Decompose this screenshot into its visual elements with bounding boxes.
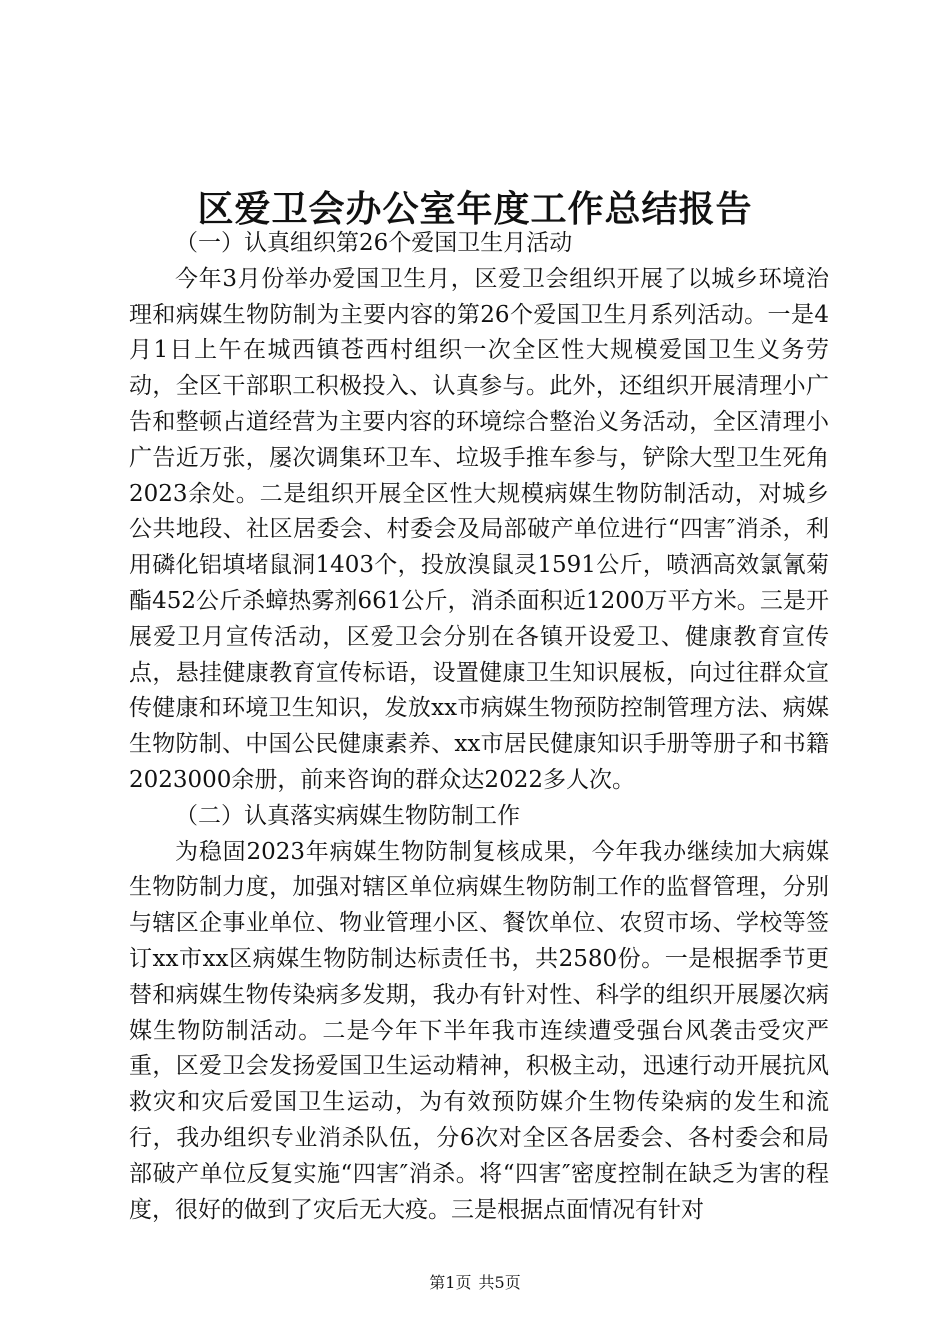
document-body <box>129 226 829 1228</box>
section-paragraph-1: 今年3月份举办爱国卫生月，区爱卫会组织开展了以城乡环境治理和病媒生物防制为主要内容的第26个爱国卫生月系列活动。一是4月1日上午在城西镇苍西村组织一次全区性大规模爱国卫生义务劳动，全区干部职工积极投入、认真参与。此外，还组织开展清理小广告和整顿占道经营为主要内容的环境综合整治义务活动，全区清理小广告近万张，屡次调集环卫车、垃圾手推车参与，铲除大型卫生死角2023余处。二是组织开展全区性大规模病媒生物防制活动，对城乡公共地段、社区居委会、村委会及局部破产单位进行“四害″消杀，利用磷化铝填堵鼠洞1403个，投放溴鼠灵1591公斤，喷洒高效氯氰菊酯452公斤杀蟑热雾剂661公斤，消杀面积近1200万平方米。三是开展爱卫月宣传活动，区爱卫会分别在各镇开设爱卫、健康教育宣传点，悬挂健康教育宣传标语，设置健康卫生知识展板，向过往群众宣传健康和环境卫生知识，发放xx市病媒生物预防控制管理方法、病媒生物防制、中国公民健康素养、xx市居民健康知识手册等册子和书籍2023000余册，前来咨询的群众达2022多人次。 <box>129 265 829 793</box>
page-footer <box>0 1271 950 1295</box>
page-total: 共5页 <box>478 1273 521 1292</box>
section-heading-1: （一）认真组织第26个爱国卫生月活动 <box>175 230 573 256</box>
document-title: 区爱卫会办公室年度工作总结报告 <box>197 188 753 230</box>
page-number: 第1页 <box>429 1273 472 1292</box>
section-paragraph-2: 为稳固2023年病媒生物防制复核成果，今年我办继续加大病媒生物防制力度，加强对辖区单位病媒生物防制工作的监督管理，分别与辖区企事业单位、物业管理小区、餐饮单位、农贸市场、学校等签订xx市xx区病媒生物防制达标责任书，共2580份。一是根据季节更替和病媒生物传染病多发期，我办有针对性、科学的组织开展屡次病媒生物防制活动。二是今年下半年我市连续遭受强台风袭击受灾严重，区爱卫会发扬爱国卫生运动精神，积极主动，迅速行动开展抗风救灾和灾后爱国卫生运动，为有效预防媒介生物传染病的发生和流行，我办组织专业消杀队伍，分6次对全区各居委会、各村委会和局部破产单位反复实施“四害″消杀。将“四害″密度控制在缺乏为害的程度，很好的做到了灾后无大疫。三是根据点面情况有针对 <box>129 838 829 1223</box>
section-heading-2: （二）认真落实病媒生物防制工作 <box>175 802 520 829</box>
